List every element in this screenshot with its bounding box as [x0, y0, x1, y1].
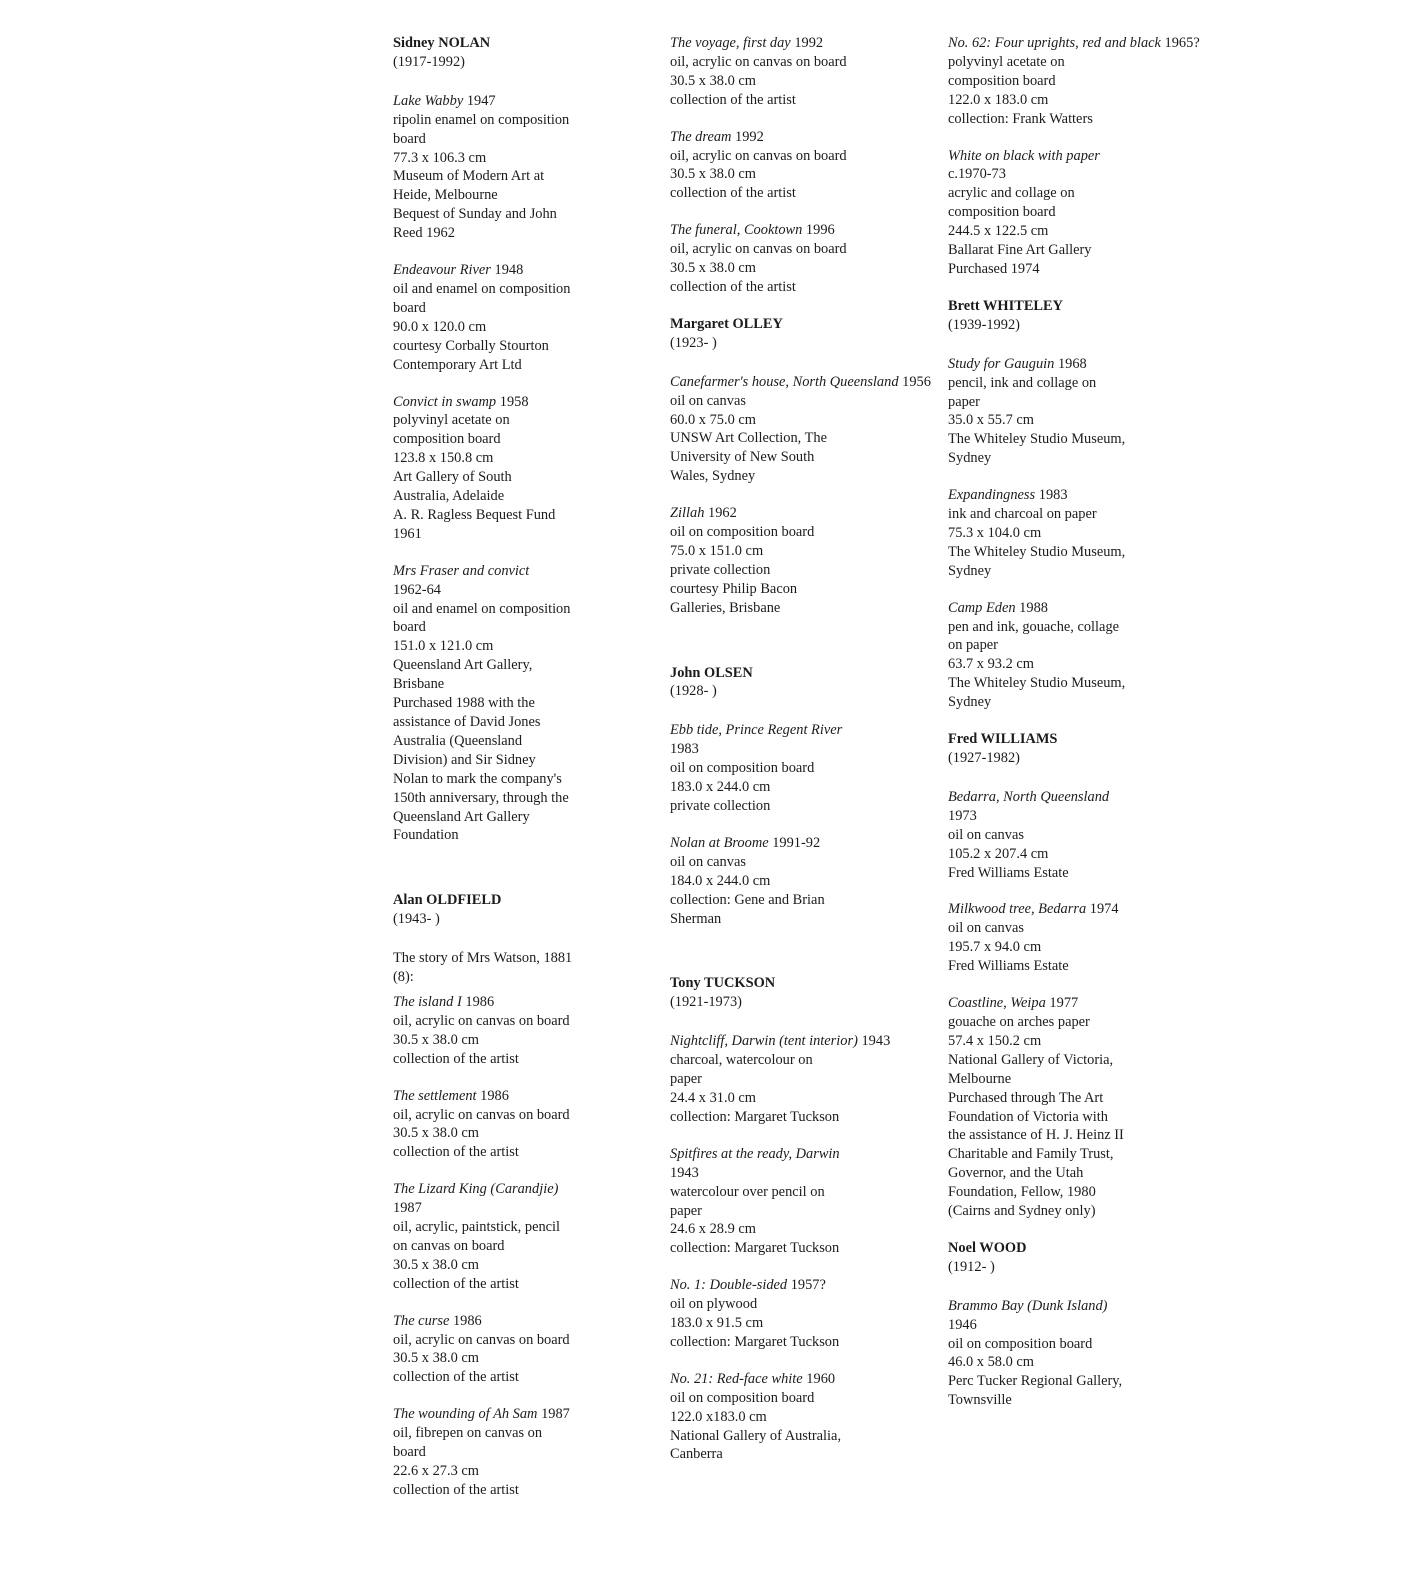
artwork-heading: [393, 1312, 655, 1331]
artwork-detail-line: Nolan to mark the company's: [393, 770, 562, 787]
artwork-detail-line: collection: Gene and Brian: [670, 891, 825, 908]
artwork-year: 1977: [1049, 995, 1079, 1012]
artwork-detail-line: 1987: [393, 1200, 422, 1217]
artwork-detail-line: Reed 1962: [393, 225, 455, 242]
artwork-detail-line: 123.8 x 150.8 cm: [393, 450, 494, 467]
artwork-detail-line: Heide, Melbourne: [393, 187, 498, 204]
artwork-detail-line: 30.5 x 38.0 cm: [670, 260, 756, 277]
artwork-detail-line: Foundation, Fellow, 1980: [948, 1184, 1096, 1201]
artwork-year: 1947: [466, 92, 496, 109]
artwork-detail-line: UNSW Art Collection, The: [670, 430, 827, 447]
artwork-detail-line: collection: Margaret Tuckson: [670, 1333, 840, 1350]
artwork-detail-line: oil on canvas: [670, 392, 746, 409]
artwork-year: 1956: [902, 373, 931, 390]
artwork-detail-line: Art Gallery of South: [393, 469, 512, 486]
artwork-detail-line: Perc Tucker Regional Gallery,: [948, 1373, 1123, 1390]
artwork-detail-line: Charitable and Family Trust,: [948, 1146, 1114, 1163]
artwork-heading: [948, 486, 1210, 505]
artist-dates: (1927-1982): [948, 750, 1020, 766]
catalogue-column-2: [670, 34, 932, 1482]
artwork-title: Coastline, Weipa: [948, 995, 1046, 1012]
artwork-entry: [670, 373, 932, 486]
artwork-detail-line: National Gallery of Victoria,: [948, 1051, 1114, 1068]
artwork-heading: [670, 1370, 932, 1389]
artwork-detail-line: pencil, ink and collage on: [948, 374, 1097, 391]
artwork-heading: [670, 1145, 932, 1164]
artwork-entry: [393, 1405, 655, 1500]
artwork-entry: [948, 34, 1210, 129]
artist-dates: (1943- ): [393, 911, 440, 928]
artwork-detail-line: Contemporary Art Ltd: [393, 356, 522, 373]
artwork-year: 1962: [708, 505, 737, 522]
artwork-heading: [393, 261, 655, 280]
artwork-detail-line: Galleries, Brisbane: [670, 599, 781, 616]
artwork-detail-line: 77.3 x 106.3 cm: [393, 149, 487, 166]
artwork-detail-line: oil on plywood: [670, 1296, 758, 1313]
artwork-year: 1948: [494, 262, 524, 279]
artwork-heading: [670, 721, 932, 740]
artist-dates: (1921-1973): [670, 994, 742, 1011]
artwork-detail-line: ink and charcoal on paper: [948, 506, 1097, 523]
artwork-entry: [670, 1276, 932, 1352]
artwork-detail-line: 30.5 x 38.0 cm: [670, 72, 756, 89]
artwork-detail-line: 244.5 x 122.5 cm: [948, 223, 1049, 240]
artwork-title: Expandingness: [948, 487, 1036, 504]
artwork-detail-line: oil, acrylic, paintstick, pencil: [393, 1219, 561, 1236]
artwork-title: Convict in swamp: [393, 393, 497, 410]
artwork-title: Lake Wabby: [393, 92, 464, 109]
artwork-detail-line: Sydney: [948, 694, 992, 711]
artwork-entry: [948, 147, 1210, 279]
artist-heading: [670, 974, 932, 1012]
artwork-detail-line: 122.0 x183.0 cm: [670, 1408, 767, 1425]
artist-heading: [948, 730, 1210, 768]
artwork-entry: [948, 788, 1210, 883]
artist-heading: [670, 315, 932, 353]
artwork-title: White on black with paper: [948, 147, 1100, 164]
artwork-heading: [670, 373, 932, 392]
artwork-detail-line: Museum of Modern Art at: [393, 168, 545, 185]
artwork-entry: [670, 128, 932, 204]
artwork-detail-line: collection of the artist: [393, 1369, 519, 1386]
artwork-entry: [670, 1145, 932, 1258]
artwork-entry: [393, 393, 655, 544]
artwork-detail-line: polyvinyl acetate on: [393, 412, 510, 429]
artwork-detail-line: Fred Williams Estate: [948, 864, 1069, 881]
artwork-detail-line: the assistance of H. J. Heinz II: [948, 1127, 1124, 1144]
artwork-detail-line: Melbourne: [948, 1070, 1012, 1087]
artwork-detail-line: oil, acrylic on canvas on board: [393, 1012, 570, 1029]
artwork-detail-line: collection of the artist: [393, 1144, 519, 1161]
artwork-title: Milkwood tree, Bedarra: [948, 901, 1087, 918]
artwork-detail-line: A. R. Ragless Bequest Fund: [393, 506, 556, 523]
artwork-year: 1987: [541, 1406, 570, 1423]
artwork-detail-line: 183.0 x 91.5 cm: [670, 1315, 764, 1332]
artwork-detail-line: oil on composition board: [670, 760, 815, 777]
artwork-detail-line: Sydney: [948, 450, 992, 467]
artwork-detail-line: charcoal, watercolour on: [670, 1052, 813, 1069]
artwork-detail-line: 30.5 x 38.0 cm: [393, 1125, 479, 1142]
artwork-detail-line: board: [393, 1444, 426, 1461]
artwork-entry: [948, 599, 1210, 712]
artwork-detail-line: 30.5 x 38.0 cm: [393, 1031, 479, 1048]
artwork-detail-line: collection: Margaret Tuckson: [670, 1108, 840, 1125]
artwork-entry: [393, 1087, 655, 1163]
artwork-detail-line: Ballarat Fine Art Gallery: [948, 242, 1092, 259]
artwork-detail-line: 75.0 x 151.0 cm: [670, 542, 764, 559]
artwork-heading: [948, 788, 1210, 807]
artwork-detail-line: oil on canvas: [670, 853, 746, 870]
catalogue-column-3: [948, 34, 1210, 1428]
artwork-detail-line: watercolour over pencil on: [670, 1183, 825, 1200]
artwork-detail-line: Queensland Art Gallery: [393, 808, 530, 825]
artwork-detail-line: private collection: [670, 561, 771, 578]
artwork-detail-line: 46.0 x 58.0 cm: [948, 1354, 1034, 1371]
artwork-detail-line: Wales, Sydney: [670, 468, 756, 485]
artwork-year: 1996: [805, 222, 835, 239]
artwork-detail-line: oil on canvas: [948, 826, 1024, 843]
artwork-detail-line: Governor, and the Utah: [948, 1165, 1084, 1182]
artwork-title: Spitfires at the ready, Darwin: [670, 1145, 840, 1162]
section-spacer: [393, 863, 655, 891]
artwork-detail-line: oil on composition board: [670, 1389, 815, 1406]
artist-heading: [948, 1239, 1210, 1277]
artist-name: Margaret OLLEY: [670, 315, 783, 332]
artwork-title: The funeral, Cooktown: [670, 222, 803, 239]
artwork-title: The curse: [393, 1312, 450, 1329]
artwork-heading: [948, 355, 1210, 374]
artwork-entry: [670, 504, 932, 617]
artwork-heading: [393, 393, 655, 412]
artwork-detail-line: 30.5 x 38.0 cm: [393, 1350, 479, 1367]
artwork-detail-line: The Whiteley Studio Museum,: [948, 675, 1126, 692]
artwork-year: 1983: [1038, 487, 1068, 504]
artwork-title: Endeavour River: [393, 262, 491, 279]
artwork-detail-line: collection of the artist: [670, 278, 796, 295]
artwork-entry: [393, 1180, 655, 1293]
artwork-detail-line: 195.7 x 94.0 cm: [948, 939, 1042, 956]
artwork-detail-line: Purchased 1988 with the: [393, 695, 535, 712]
artwork-heading: [670, 1276, 932, 1295]
artwork-detail-line: (Cairns and Sydney only): [948, 1203, 1096, 1220]
artwork-heading: [670, 1032, 932, 1051]
artwork-year: 1960: [806, 1370, 836, 1387]
artwork-heading: [948, 900, 1210, 919]
artist-name: Tony TUCKSON: [670, 975, 776, 992]
artwork-detail-line: 1973: [948, 807, 977, 824]
artwork-year: 1957?: [790, 1277, 826, 1294]
artwork-heading: [670, 504, 932, 523]
artwork-detail-line: collection of the artist: [393, 1050, 519, 1067]
artwork-year: 1958: [499, 393, 529, 410]
artwork-detail-line: courtesy Corbally Stourton: [393, 337, 549, 354]
artwork-title: No. 1: Double-sided: [670, 1277, 788, 1294]
artwork-heading: [948, 994, 1210, 1013]
artwork-entry: [393, 1312, 655, 1388]
artwork-detail-line: Australia (Queensland: [393, 732, 523, 749]
artist-dates: (1923- ): [670, 334, 717, 351]
artist-name: John OLSEN: [670, 664, 753, 681]
artist-name: Fred WILLIAMS: [948, 731, 1058, 748]
artwork-detail-line: composition board: [393, 431, 501, 448]
artwork-detail-line: ripolin enamel on composition: [393, 111, 570, 128]
artwork-detail-line: assistance of David Jones: [393, 714, 541, 730]
artwork-title: Ebb tide, Prince Regent River: [670, 722, 843, 739]
artwork-heading: [393, 1405, 655, 1424]
artwork-heading: [393, 993, 655, 1012]
artwork-detail-line: Foundation of Victoria with: [948, 1108, 1108, 1125]
artwork-heading: [393, 92, 655, 111]
artist-name: Brett WHITELEY: [948, 297, 1064, 314]
artwork-title: The settlement: [393, 1087, 477, 1104]
artwork-detail-line: 24.6 x 28.9 cm: [670, 1221, 756, 1238]
artwork-detail-line: 122.0 x 183.0 cm: [948, 91, 1049, 108]
artwork-detail-line: Brisbane: [393, 676, 445, 693]
artwork-title: The dream: [670, 128, 732, 145]
artwork-detail-line: oil and enamel on composition: [393, 600, 571, 617]
artwork-title: Nightcliff, Darwin (tent interior): [670, 1033, 858, 1050]
artwork-title: Mrs Fraser and convict: [393, 562, 530, 579]
artwork-detail-line: 30.5 x 38.0 cm: [670, 166, 756, 183]
artwork-detail-line: The Whiteley Studio Museum,: [948, 431, 1126, 448]
intro-line: (8):: [393, 969, 414, 986]
artwork-detail-line: on canvas on board: [393, 1237, 505, 1254]
artist-heading: [670, 664, 932, 702]
artwork-detail-line: Queensland Art Gallery,: [393, 657, 533, 674]
artwork-heading: [393, 1180, 655, 1199]
artwork-title: The voyage, first day: [670, 35, 791, 51]
artwork-title: No. 62: Four uprights, red and black: [948, 35, 1161, 51]
artwork-detail-line: 63.7 x 93.2 cm: [948, 656, 1034, 673]
section-spacer: [670, 636, 932, 664]
artist-heading: [393, 34, 655, 72]
artwork-detail-line: collection: Margaret Tuckson: [670, 1240, 840, 1257]
artist-dates: (1912- ): [948, 1258, 995, 1275]
artwork-detail-line: 1961: [393, 525, 422, 542]
artwork-detail-line: oil on composition board: [948, 1335, 1093, 1352]
artwork-heading: [948, 1297, 1210, 1316]
artwork-detail-line: Sydney: [948, 562, 992, 579]
artwork-detail-line: Purchased through The Art: [948, 1089, 1104, 1106]
artwork-detail-line: 151.0 x 121.0 cm: [393, 638, 494, 655]
artwork-detail-line: paper: [670, 1071, 702, 1088]
artwork-entry: [670, 1032, 932, 1127]
artwork-entry: [948, 1297, 1210, 1410]
artwork-year: 1986: [465, 993, 495, 1010]
artwork-detail-line: oil, fibrepen on canvas on: [393, 1425, 543, 1442]
artwork-detail-line: 30.5 x 38.0 cm: [393, 1256, 479, 1273]
artwork-detail-line: oil on canvas: [948, 920, 1024, 937]
artwork-title: Canefarmer's house, North Queensland: [670, 373, 899, 390]
artwork-detail-line: oil, acrylic on canvas on board: [393, 1106, 570, 1123]
artwork-detail-line: Australia, Adelaide: [393, 488, 505, 505]
artwork-year: 1968: [1057, 355, 1087, 372]
artwork-detail-line: oil and enamel on composition: [393, 280, 571, 297]
artwork-heading: [393, 562, 655, 581]
artwork-detail-line: oil, acrylic on canvas on board: [393, 1331, 570, 1348]
artwork-entry: [670, 834, 932, 929]
artwork-detail-line: Foundation: [393, 827, 459, 844]
artwork-detail-line: collection of the artist: [670, 91, 796, 108]
artwork-detail-line: composition board: [948, 72, 1056, 89]
artwork-detail-line: board: [393, 299, 426, 316]
artwork-detail-line: pen and ink, gouache, collage: [948, 618, 1120, 635]
artwork-year: 1988: [1019, 599, 1048, 616]
artwork-detail-line: 150th anniversary, through the: [393, 789, 569, 806]
artwork-detail-line: 1962-64: [393, 581, 441, 598]
artwork-entry: [948, 900, 1210, 976]
artwork-detail-line: private collection: [670, 798, 771, 814]
artwork-detail-line: 60.0 x 75.0 cm: [670, 411, 756, 428]
artwork-heading: [948, 34, 1210, 53]
artwork-entry: [948, 355, 1210, 468]
artwork-detail-line: acrylic and collage on: [948, 185, 1075, 202]
artwork-title: Brammo Bay (Dunk Island): [948, 1297, 1108, 1314]
artwork-title: The wounding of Ah Sam: [393, 1406, 538, 1423]
artwork-detail-line: collection of the artist: [393, 1481, 519, 1498]
intro-line: The story of Mrs Watson, 1881: [393, 950, 573, 967]
artwork-detail-line: oil on composition board: [670, 524, 815, 541]
artwork-heading: [670, 34, 932, 53]
series-intro: [393, 949, 655, 987]
artwork-entry: [948, 994, 1210, 1221]
artwork-heading: [670, 221, 932, 240]
artwork-year: 1943: [861, 1033, 891, 1050]
artist-heading: [948, 297, 1210, 335]
artwork-title: The island I: [393, 993, 462, 1010]
artwork-detail-line: 184.0 x 244.0 cm: [670, 872, 771, 889]
artist-heading: [393, 891, 655, 929]
artwork-detail-line: 35.0 x 55.7 cm: [948, 412, 1034, 429]
artwork-detail-line: Sherman: [670, 910, 722, 927]
artwork-detail-line: Bequest of Sunday and John: [393, 206, 557, 223]
artwork-title: The Lizard King (Carandjie): [393, 1181, 559, 1198]
artwork-entry: [393, 92, 655, 243]
artwork-year: 1986: [452, 1312, 482, 1329]
artist-dates: (1939-1992): [948, 316, 1020, 333]
artwork-detail-line: paper: [670, 1202, 702, 1219]
artwork-title: Zillah: [670, 505, 705, 522]
artwork-detail-line: 90.0 x 120.0 cm: [393, 318, 487, 335]
artwork-detail-line: paper: [948, 393, 980, 410]
artwork-detail-line: polyvinyl acetate on: [948, 53, 1065, 70]
artwork-detail-line: board: [393, 619, 426, 636]
artwork-year: 1974: [1089, 901, 1119, 918]
artwork-detail-line: collection of the artist: [670, 185, 796, 202]
artwork-detail-line: gouache on arches paper: [948, 1013, 1090, 1030]
artwork-detail-line: c.1970-73: [948, 166, 1006, 183]
artwork-detail-line: oil, acrylic on canvas on board: [670, 147, 847, 164]
artwork-detail-line: 1946: [948, 1316, 977, 1333]
artist-dates: (1928- ): [670, 683, 717, 700]
artwork-year: 1992: [735, 128, 764, 145]
artwork-detail-line: National Gallery of Australia,: [670, 1427, 842, 1444]
artwork-heading: [948, 147, 1210, 166]
artist-dates: (1917-1992): [393, 53, 465, 70]
artwork-detail-line: Purchased 1974: [948, 260, 1040, 277]
artwork-title: Nolan at Broome: [670, 834, 769, 851]
artwork-detail-line: courtesy Philip Bacon: [670, 580, 798, 597]
artwork-year: 1992: [794, 35, 824, 51]
artwork-detail-line: Fred Williams Estate: [948, 958, 1069, 975]
section-spacer: [670, 946, 932, 974]
artwork-entry: [670, 34, 932, 110]
artwork-year: 1986: [480, 1087, 509, 1104]
artwork-detail-line: composition board: [948, 204, 1056, 221]
artist-name: Sidney NOLAN: [393, 35, 491, 51]
artwork-year: 1965?: [1164, 35, 1200, 51]
artwork-detail-line: oil, acrylic on canvas on board: [670, 241, 847, 258]
artwork-detail-line: 75.3 x 104.0 cm: [948, 524, 1042, 541]
artwork-title: Study for Gauguin: [948, 355, 1055, 372]
artwork-entry: [948, 486, 1210, 581]
artwork-detail-line: The Whiteley Studio Museum,: [948, 543, 1126, 560]
artwork-detail-line: 1943: [670, 1164, 699, 1181]
artwork-detail-line: collection: Frank Watters: [948, 110, 1093, 127]
artwork-title: No. 21: Red-face white: [670, 1370, 803, 1387]
artwork-detail-line: Canberra: [670, 1446, 723, 1463]
artwork-detail-line: Townsville: [948, 1392, 1012, 1409]
artwork-detail-line: collection of the artist: [393, 1275, 519, 1292]
artwork-entry: [670, 221, 932, 297]
artwork-detail-line: 57.4 x 150.2 cm: [948, 1032, 1042, 1049]
artwork-detail-line: 22.6 x 27.3 cm: [393, 1463, 479, 1479]
artwork-heading: [393, 1087, 655, 1106]
artwork-heading: [670, 834, 932, 853]
artwork-entry: [393, 562, 655, 846]
catalogue-column-1: [393, 34, 655, 1518]
artwork-detail-line: 1983: [670, 741, 699, 758]
artist-name: Alan OLDFIELD: [393, 892, 502, 909]
artwork-year: 1991-92: [772, 834, 821, 851]
artwork-detail-line: on paper: [948, 637, 998, 654]
artwork-entry: [393, 261, 655, 374]
artwork-detail-line: board: [393, 130, 426, 147]
artwork-detail-line: 183.0 x 244.0 cm: [670, 779, 771, 796]
artwork-detail-line: University of New South: [670, 449, 815, 466]
artwork-title: Camp Eden: [948, 599, 1016, 616]
artwork-detail-line: oil, acrylic on canvas on board: [670, 53, 847, 70]
artwork-entry: [670, 1370, 932, 1465]
artwork-detail-line: Division) and Sir Sidney: [393, 751, 536, 768]
artwork-entry: [393, 993, 655, 1069]
artwork-detail-line: 105.2 x 207.4 cm: [948, 845, 1049, 862]
artwork-detail-line: 24.4 x 31.0 cm: [670, 1089, 756, 1106]
artist-name: Noel WOOD: [948, 1239, 1027, 1256]
artwork-title: Bedarra, North Queensland: [948, 788, 1110, 805]
artwork-heading: [948, 599, 1210, 618]
artwork-heading: [670, 128, 932, 147]
artwork-entry: [670, 721, 932, 816]
